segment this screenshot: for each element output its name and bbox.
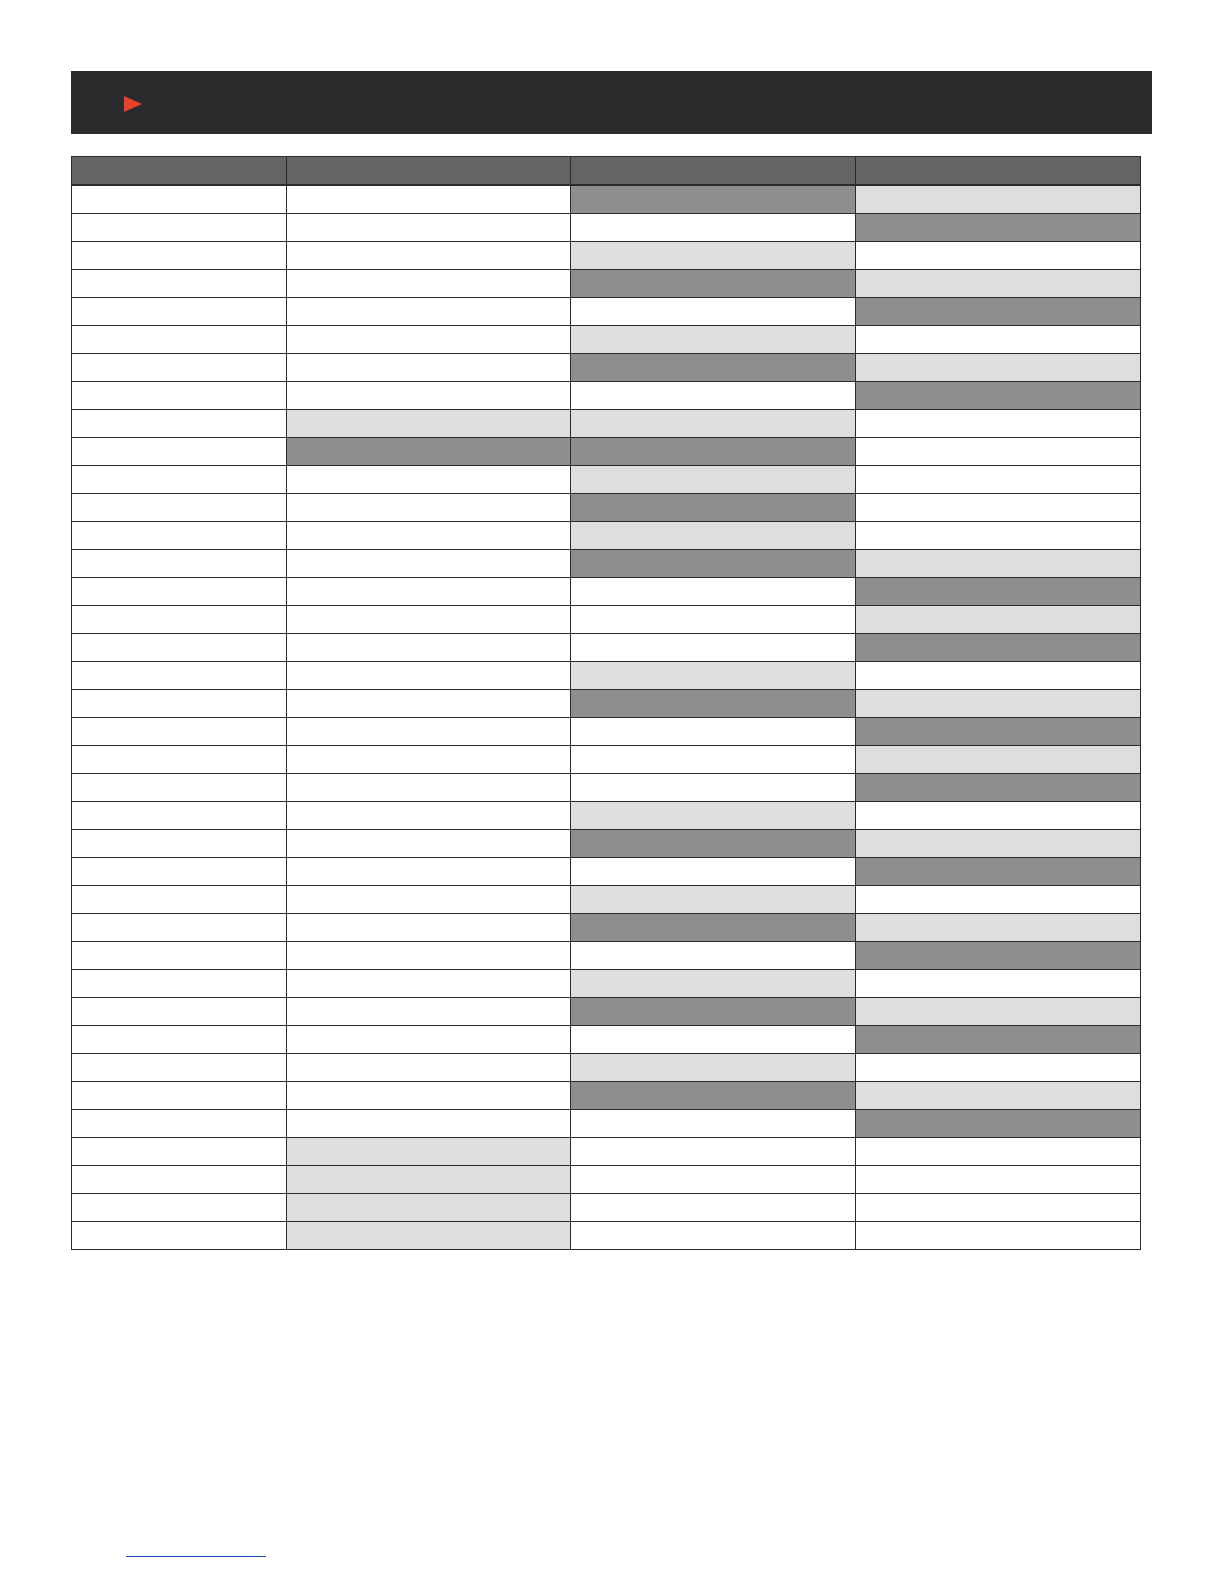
table-cell bbox=[571, 185, 856, 214]
table-cell bbox=[287, 1110, 571, 1138]
table-cell bbox=[571, 1194, 856, 1222]
table-cell bbox=[287, 858, 571, 886]
table-cell bbox=[287, 382, 571, 410]
table-cell bbox=[571, 214, 856, 242]
table-cell bbox=[571, 382, 856, 410]
table-cell bbox=[856, 185, 1141, 214]
table-cell bbox=[287, 298, 571, 326]
table-row bbox=[72, 746, 1141, 774]
table-row bbox=[72, 185, 1141, 214]
table-cell bbox=[72, 718, 287, 746]
table-cell bbox=[72, 1026, 287, 1054]
table-cell bbox=[287, 494, 571, 522]
table-row bbox=[72, 830, 1141, 858]
table-cell bbox=[72, 466, 287, 494]
table-cell bbox=[856, 1110, 1141, 1138]
table-cell bbox=[571, 634, 856, 662]
table-row bbox=[72, 1026, 1141, 1054]
table-row bbox=[72, 774, 1141, 802]
table-cell bbox=[571, 1082, 856, 1110]
table-row bbox=[72, 1138, 1141, 1166]
table-cell bbox=[856, 802, 1141, 830]
table-cell bbox=[856, 550, 1141, 578]
table-cell bbox=[571, 802, 856, 830]
table-cell bbox=[287, 662, 571, 690]
table-body bbox=[72, 185, 1141, 1250]
table-cell bbox=[287, 466, 571, 494]
table-cell bbox=[287, 774, 571, 802]
table-cell bbox=[571, 886, 856, 914]
table-cell bbox=[72, 998, 287, 1026]
table-cell bbox=[571, 970, 856, 998]
table-cell bbox=[856, 1026, 1141, 1054]
table-cell bbox=[571, 494, 856, 522]
table-cell bbox=[72, 270, 287, 298]
table-cell bbox=[287, 634, 571, 662]
table-cell bbox=[72, 298, 287, 326]
table-cell bbox=[856, 1194, 1141, 1222]
table-row bbox=[72, 914, 1141, 942]
table-cell bbox=[571, 326, 856, 354]
table-row bbox=[72, 410, 1141, 438]
table-cell bbox=[287, 522, 571, 550]
table-cell bbox=[571, 1166, 856, 1194]
table-cell bbox=[571, 1026, 856, 1054]
table-cell bbox=[72, 942, 287, 970]
table-cell bbox=[287, 886, 571, 914]
table-cell bbox=[856, 494, 1141, 522]
table-cell bbox=[571, 522, 856, 550]
table-row bbox=[72, 942, 1141, 970]
table-cell bbox=[72, 886, 287, 914]
table-row bbox=[72, 214, 1141, 242]
table-cell bbox=[571, 578, 856, 606]
table-cell bbox=[287, 1138, 571, 1166]
table-row bbox=[72, 326, 1141, 354]
table-cell bbox=[72, 802, 287, 830]
table-cell bbox=[571, 1222, 856, 1250]
table-cell bbox=[287, 690, 571, 718]
table-cell bbox=[287, 1166, 571, 1194]
table-cell bbox=[856, 634, 1141, 662]
table-cell bbox=[571, 1054, 856, 1082]
table-cell bbox=[287, 1222, 571, 1250]
column-header-2 bbox=[287, 157, 571, 186]
table-cell bbox=[571, 550, 856, 578]
table-cell bbox=[72, 522, 287, 550]
column-header-4 bbox=[856, 157, 1141, 186]
table-cell bbox=[571, 914, 856, 942]
table-cell bbox=[856, 998, 1141, 1026]
table-cell bbox=[287, 746, 571, 774]
table-row bbox=[72, 662, 1141, 690]
table-row bbox=[72, 1110, 1141, 1138]
table-cell bbox=[72, 970, 287, 998]
table-cell bbox=[287, 718, 571, 746]
table-header-row bbox=[72, 157, 1141, 186]
table-cell bbox=[287, 242, 571, 270]
table-cell bbox=[856, 662, 1141, 690]
table-row bbox=[72, 634, 1141, 662]
table-cell bbox=[571, 1138, 856, 1166]
table-cell bbox=[571, 242, 856, 270]
table-cell bbox=[287, 830, 571, 858]
table-cell bbox=[72, 858, 287, 886]
table-row bbox=[72, 354, 1141, 382]
table-cell bbox=[72, 746, 287, 774]
table-cell bbox=[287, 1082, 571, 1110]
table-cell bbox=[287, 354, 571, 382]
table-cell bbox=[856, 214, 1141, 242]
table-cell bbox=[856, 718, 1141, 746]
table-cell bbox=[72, 410, 287, 438]
table-cell bbox=[856, 466, 1141, 494]
table-cell bbox=[856, 1138, 1141, 1166]
table-cell bbox=[571, 1110, 856, 1138]
column-header-3 bbox=[571, 157, 856, 186]
table-row bbox=[72, 1222, 1141, 1250]
table-cell bbox=[72, 1194, 287, 1222]
table-row bbox=[72, 970, 1141, 998]
table-cell bbox=[856, 354, 1141, 382]
table-cell bbox=[571, 718, 856, 746]
table-cell bbox=[571, 746, 856, 774]
table-cell bbox=[571, 774, 856, 802]
table-cell bbox=[287, 438, 571, 466]
table-row bbox=[72, 494, 1141, 522]
table-cell bbox=[72, 1110, 287, 1138]
table-cell bbox=[856, 606, 1141, 634]
table-cell bbox=[856, 746, 1141, 774]
table-cell bbox=[72, 438, 287, 466]
table-cell bbox=[856, 410, 1141, 438]
table-cell bbox=[72, 1082, 287, 1110]
table-cell bbox=[72, 606, 287, 634]
table-cell bbox=[72, 1166, 287, 1194]
table-cell bbox=[571, 270, 856, 298]
table-cell bbox=[856, 914, 1141, 942]
table-cell bbox=[571, 858, 856, 886]
table-cell bbox=[856, 1082, 1141, 1110]
table-row bbox=[72, 438, 1141, 466]
table-cell bbox=[856, 1054, 1141, 1082]
table-row bbox=[72, 466, 1141, 494]
feature-table bbox=[71, 156, 1141, 1250]
table-cell bbox=[571, 942, 856, 970]
table-cell bbox=[571, 466, 856, 494]
table-cell bbox=[287, 410, 571, 438]
table-cell bbox=[856, 774, 1141, 802]
table-cell bbox=[856, 690, 1141, 718]
table-cell bbox=[72, 382, 287, 410]
table-cell bbox=[571, 606, 856, 634]
table-cell bbox=[571, 298, 856, 326]
table-cell bbox=[72, 1054, 287, 1082]
table-cell bbox=[856, 1166, 1141, 1194]
table-cell bbox=[571, 354, 856, 382]
table-row bbox=[72, 1194, 1141, 1222]
table-row bbox=[72, 578, 1141, 606]
table-row bbox=[72, 270, 1141, 298]
table-cell bbox=[287, 550, 571, 578]
table-cell bbox=[856, 438, 1141, 466]
table-cell bbox=[72, 326, 287, 354]
table-cell bbox=[72, 578, 287, 606]
table-cell bbox=[856, 270, 1141, 298]
table-cell bbox=[287, 214, 571, 242]
table-cell bbox=[287, 578, 571, 606]
table-cell bbox=[72, 214, 287, 242]
table-cell bbox=[287, 326, 571, 354]
table-cell bbox=[72, 354, 287, 382]
table-cell bbox=[571, 662, 856, 690]
table-cell bbox=[856, 830, 1141, 858]
table-row bbox=[72, 886, 1141, 914]
table-cell bbox=[571, 410, 856, 438]
table-row bbox=[72, 718, 1141, 746]
table-cell bbox=[856, 382, 1141, 410]
table-row bbox=[72, 802, 1141, 830]
table-cell bbox=[72, 1222, 287, 1250]
table-cell bbox=[856, 942, 1141, 970]
table-cell bbox=[287, 914, 571, 942]
table-cell bbox=[856, 578, 1141, 606]
table-row bbox=[72, 998, 1141, 1026]
column-header-1 bbox=[72, 157, 287, 186]
table-cell bbox=[856, 970, 1141, 998]
table-row bbox=[72, 550, 1141, 578]
play-triangle-icon bbox=[124, 96, 142, 112]
table-cell bbox=[287, 1194, 571, 1222]
table-row bbox=[72, 382, 1141, 410]
table-cell bbox=[571, 690, 856, 718]
table-cell bbox=[72, 634, 287, 662]
table-cell bbox=[856, 858, 1141, 886]
table-cell bbox=[856, 522, 1141, 550]
table-cell bbox=[856, 326, 1141, 354]
table-cell bbox=[571, 830, 856, 858]
table-cell bbox=[287, 942, 571, 970]
table-cell bbox=[287, 606, 571, 634]
table-row bbox=[72, 858, 1141, 886]
table-row bbox=[72, 1082, 1141, 1110]
table-cell bbox=[72, 1138, 287, 1166]
table-cell bbox=[287, 970, 571, 998]
table-cell bbox=[72, 830, 287, 858]
table-cell bbox=[571, 438, 856, 466]
table-cell bbox=[856, 886, 1141, 914]
table-cell bbox=[72, 774, 287, 802]
table-cell bbox=[856, 1222, 1141, 1250]
table-row bbox=[72, 690, 1141, 718]
table-cell bbox=[72, 185, 287, 214]
table-cell bbox=[72, 550, 287, 578]
table-cell bbox=[856, 242, 1141, 270]
table-row bbox=[72, 522, 1141, 550]
table-row bbox=[72, 606, 1141, 634]
table-cell bbox=[287, 998, 571, 1026]
footer-link[interactable] bbox=[126, 1555, 266, 1557]
table-cell bbox=[72, 662, 287, 690]
table-cell bbox=[72, 690, 287, 718]
section-banner bbox=[71, 71, 1152, 134]
table-cell bbox=[571, 998, 856, 1026]
table-cell bbox=[72, 494, 287, 522]
table-row bbox=[72, 298, 1141, 326]
table-cell bbox=[287, 1054, 571, 1082]
table-cell bbox=[72, 242, 287, 270]
table-cell bbox=[287, 802, 571, 830]
table-row bbox=[72, 1166, 1141, 1194]
table-cell bbox=[856, 298, 1141, 326]
table-cell bbox=[287, 1026, 571, 1054]
table-cell bbox=[287, 270, 571, 298]
table-row bbox=[72, 242, 1141, 270]
table-row bbox=[72, 1054, 1141, 1082]
table-cell bbox=[287, 185, 571, 214]
table-cell bbox=[72, 914, 287, 942]
